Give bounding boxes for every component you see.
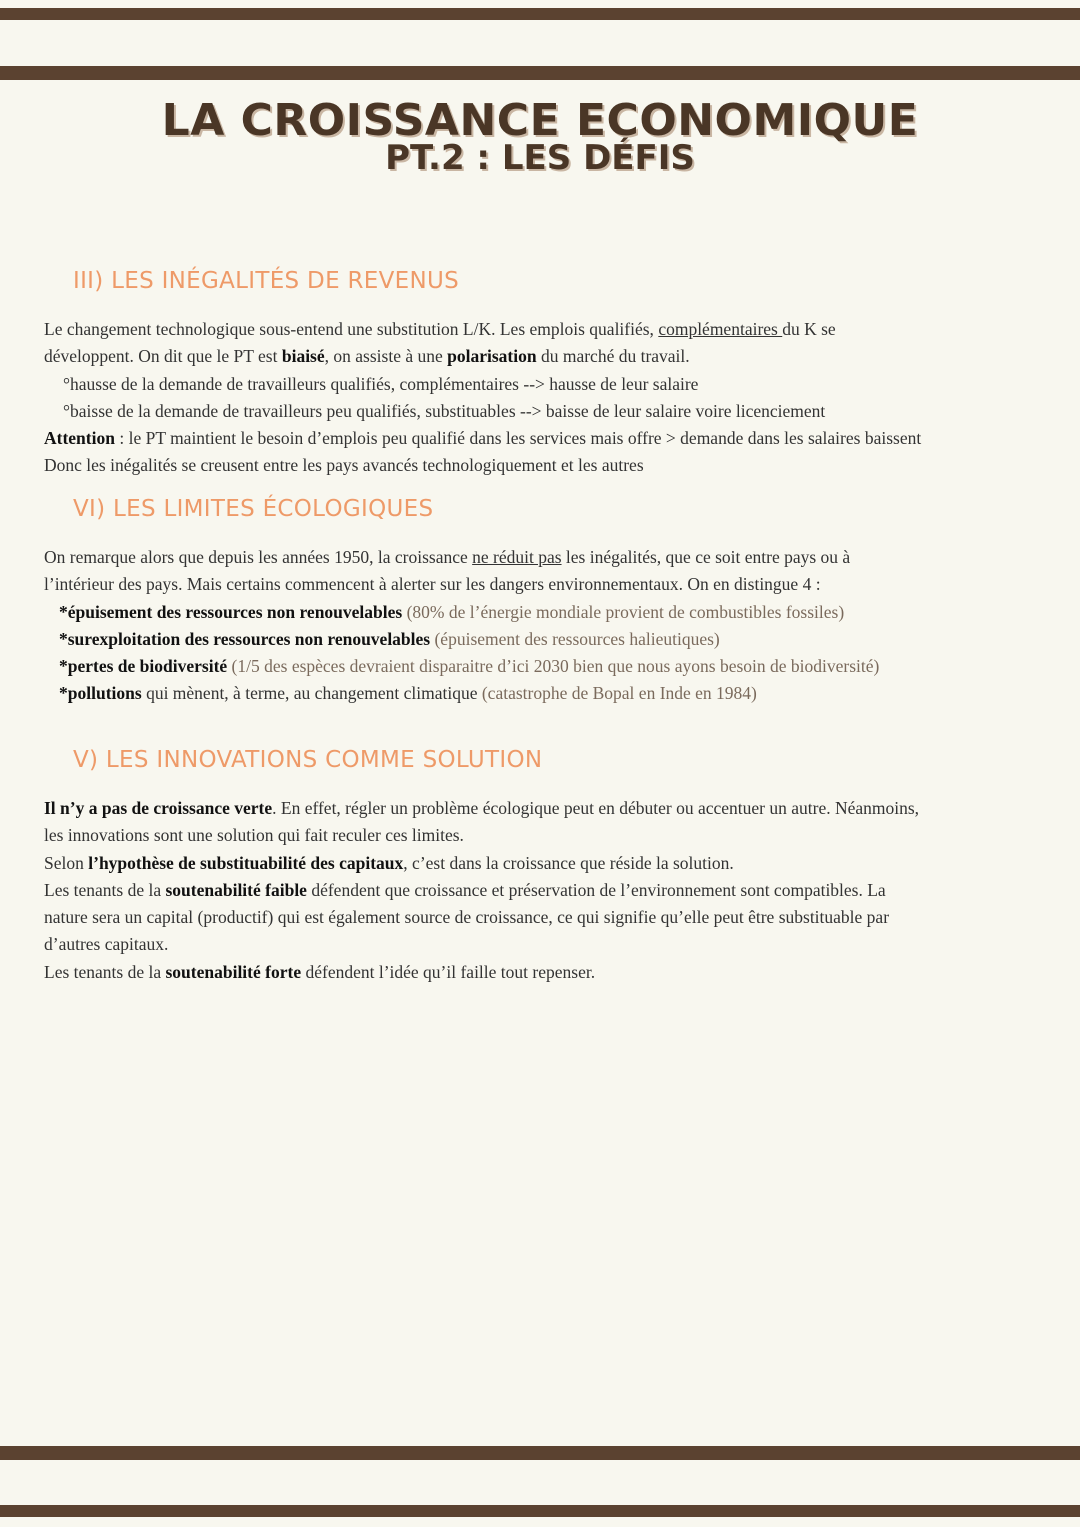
- list-item: °baisse de la demande de travailleurs peu qualifiés, substituables --> baisse de leur salaire voire licenciement: [63, 400, 826, 421]
- bottom-border-bar: [0, 1446, 1080, 1460]
- section-body-ecological-limits: [44, 544, 1044, 708]
- text-line: d’autres capitaux.: [44, 934, 169, 955]
- section-heading-ecological-limits: VI) LES LIMITES ÉCOLOGIQUES: [73, 496, 434, 522]
- top-border-bar: [0, 8, 1080, 20]
- text-line: Attention : le PT maintient le besoin d’emplois peu qualifié dans les services mais offre > demande dans les salaires baissent: [44, 428, 922, 449]
- text-line: développent. On dit que le PT est biaisé, on assiste à une polarisation du marché du travail.: [44, 346, 690, 367]
- section-body-innovations: [44, 795, 1044, 986]
- text-line: Selon l’hypothèse de substituabilité des capitaux, c’est dans la croissance que réside la solution.: [44, 852, 734, 873]
- text-line: Les tenants de la soutenabilité forte défendent l’idée qu’il faille tout repenser.: [44, 961, 596, 982]
- page-title: LA CROISSANCE ECONOMIQUE: [161, 95, 919, 146]
- top-border-bar-2: [0, 66, 1080, 80]
- section-heading-innovations: V) LES INNOVATIONS COMME SOLUTION: [73, 747, 543, 773]
- text-line: l’intérieur des pays. Mais certains commencent à alerter sur les dangers environnementaux. On en distingue 4 :: [44, 574, 821, 595]
- text-line: Donc les inégalités se creusent entre les pays avancés technologiquement et les autres: [44, 455, 644, 476]
- section-heading-inequalities: III) LES INÉGALITÉS DE REVENUS: [73, 268, 460, 294]
- text-line: Le changement technologique sous-entend une substitution L/K. Les emplois qualifiés, complémentaires du K se: [44, 319, 836, 339]
- list-item: *pertes de biodiversité (1/5 des espèces devraient disparaitre d’ici 2030 bien que nous ayons besoin de biodiversité): [59, 656, 880, 677]
- list-item: *surexploitation des ressources non renouvelables (épuisement des ressources halieutiques): [59, 628, 720, 649]
- text-line: On remarque alors que depuis les années 1950, la croissance ne réduit pas les inégalités, que ce soit entre pays ou à: [44, 547, 851, 567]
- title-block: [0, 96, 1080, 176]
- list-item: *épuisement des ressources non renouvelables (80% de l’énergie mondiale provient de combustibles fossiles): [59, 601, 845, 622]
- text-line: les innovations sont une solution qui fait reculer ces limites.: [44, 825, 464, 846]
- bottom-border-bar-2: [0, 1505, 1080, 1517]
- text-line: Il n’y a pas de croissance verte. En effet, régler un problème écologique peut en débuter ou accentuer un autre. Néanmoins,: [44, 798, 920, 818]
- section-body-inequalities: [44, 316, 1044, 480]
- page-subtitle: PT.2 : LES DÉFIS: [385, 138, 695, 178]
- text-line: nature sera un capital (productif) qui est également source de croissance, ce qui signifie qu’elle peut être substituable par: [44, 907, 890, 928]
- list-item: °hausse de la demande de travailleurs qualifiés, complémentaires --> hausse de leur salaire: [63, 373, 699, 394]
- list-item: *pollutions qui mènent, à terme, au changement climatique (catastrophe de Bopal en Inde en 1984): [59, 683, 757, 704]
- text-line: Les tenants de la soutenabilité faible défendent que croissance et préservation de l’environnement sont compatibles. La: [44, 879, 886, 900]
